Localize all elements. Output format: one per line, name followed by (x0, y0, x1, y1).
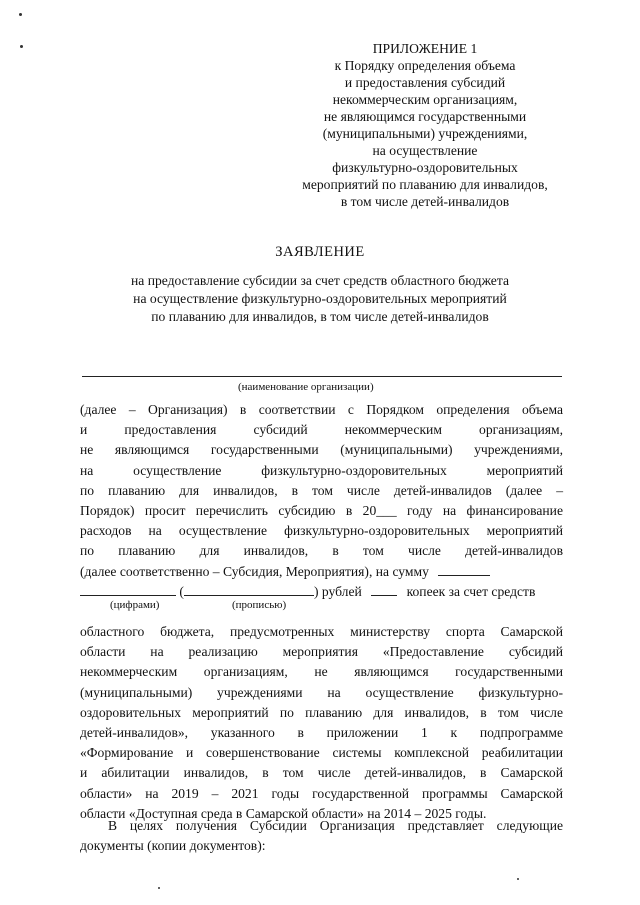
amount-digits-blank[interactable] (80, 582, 176, 596)
scan-speck (20, 45, 23, 48)
kopecks-blank[interactable] (371, 582, 397, 596)
scan-speck (158, 887, 160, 889)
appendix-line: к Порядку определения объема (334, 58, 516, 73)
body-line: (муниципальными) учреждениями на осуществление физкультурно- (80, 684, 563, 700)
body-paragraph-3 (80, 816, 563, 856)
scan-speck (19, 13, 22, 16)
appendix-header (280, 40, 570, 210)
subtitle-line: на предоставление субсидии за счет средств областного бюджета (131, 273, 509, 288)
body-line: по плаванию для инвалидов, в том числе детей-инвалидов (далее – (80, 482, 563, 498)
amount-words-blank[interactable] (184, 582, 314, 596)
appendix-line: в том числе детей-инвалидов (340, 194, 510, 209)
appendix-line: ПРИЛОЖЕНИЕ 1 (372, 41, 478, 56)
body-line: документы (копии документов): (80, 838, 266, 854)
body-line: не являющимся государственными (муниципальными) учреждениями, (80, 442, 563, 458)
body-line (80, 562, 563, 582)
body-line: области «Доступная среда в Самарской области» на 2014 – 2025 годы. (80, 805, 487, 821)
amount-paren-open: ( (179, 583, 184, 599)
body-line: по плаванию для инвалидов, в том числе детей-инвалидов (80, 543, 563, 559)
amount-blank-start[interactable] (438, 562, 490, 576)
appendix-line: некоммерческим организациям, (332, 92, 518, 107)
body-line: областного бюджета, предусмотренных министерству спорта Самарской (80, 624, 563, 639)
appendix-line: и предоставления субсидий (344, 75, 506, 90)
body-line: на осуществление физкультурно-оздоровительных мероприятий (80, 462, 563, 478)
body-line: оздоровительных мероприятий по плаванию для инвалидов, в том числе (80, 704, 563, 720)
scan-speck (517, 878, 519, 880)
document-subtitle (60, 272, 580, 326)
subtitle-line: по плаванию для инвалидов, в том числе детей-инвалидов (151, 309, 489, 324)
body-line: детей-инвалидов», указанного в приложении 1 к подпрограмме (80, 724, 563, 740)
body-line: области» на 2019 – 2021 годы государственной программы Самарской (80, 785, 563, 801)
body-paragraph-2 (80, 622, 563, 824)
body-line: области на реализацию мероприятия «Предоставление субсидий (80, 644, 563, 660)
body-line: «Формирование и совершенствование системы комплексной реабилитации (80, 745, 563, 761)
appendix-line: (муниципальными) учреждениями, (322, 126, 528, 141)
appendix-line: физкультурно-оздоровительных (332, 160, 518, 175)
appendix-line: мероприятий по плаванию для инвалидов, (302, 177, 548, 192)
appendix-line: не являющимся государственными (323, 109, 527, 124)
words-caption: (прописью) (232, 599, 287, 611)
body-line: В целях получения Субсидии Организация представляет следующие (108, 818, 563, 833)
body-line: и абилитации инвалидов, в том числе детей-инвалидов, в Самарской (80, 765, 563, 781)
body-line: некоммерческим организациям, не являющимся государственными (80, 664, 563, 680)
body-paragraph-1 (80, 400, 563, 602)
body-line: расходов на осуществление физкультурно-оздоровительных мероприятий (80, 523, 563, 539)
body-line: и предоставления субсидий некоммерческим организациям, (80, 422, 563, 438)
digits-caption: (цифрами) (110, 599, 160, 611)
appendix-line: на осуществление (372, 143, 478, 158)
amount-rubles-label: ) рублей (313, 583, 362, 599)
document-title: ЗАЯВЛЕНИЕ (275, 244, 365, 260)
organization-name-caption: (наименование организации) (238, 381, 374, 393)
body-line: Порядок) просит перечислить субсидию в 20___ году на финансирование (80, 502, 563, 518)
body-line-text: (далее соответственно – Субсидия, Мероприятия), на сумму (80, 563, 429, 579)
subtitle-line: на осуществление физкультурно-оздоровительных мероприятий (133, 291, 507, 306)
organization-name-blank[interactable] (82, 376, 562, 377)
body-line: (далее – Организация) в соответствии с Порядком определения объема (80, 402, 563, 417)
amount-kopecks-label: копеек за счет средств (406, 583, 536, 599)
